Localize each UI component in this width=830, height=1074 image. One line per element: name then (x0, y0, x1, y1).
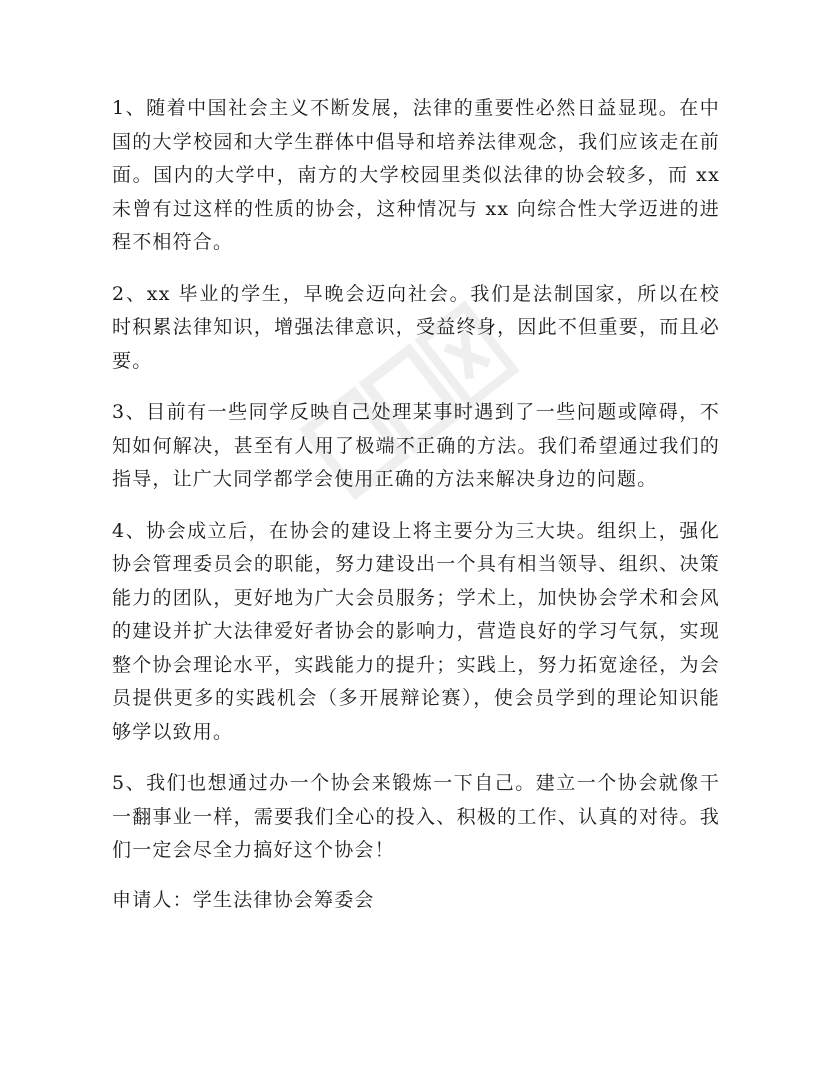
paragraph-5: 5、我们也想通过办一个协会来锻炼一下自己。建立一个协会就像干一翻事业一样，需要我们全心的投入、积极的工作、认真的对待。我们一定会尽全力搞好这个协会！ (112, 772, 720, 861)
paragraph-4: 4、协会成立后，在协会的建设上将主要分为三大块。组织上，强化协会管理委员会的职能，努力建设出一个具有相当领导、组织、决策能力的团队，更好地为广大会员服务；学术上，加快协会学术和会风的建设并扩大法律爱好者协会的影响力，营造良好的学习气氛，实现整个协会理论水平，实践能力的提升；实践上，努力拓宽途径，为会员提供更多的实践机会（多开展辩论赛），使会员学到的理论知识能够学以致用。 (112, 519, 720, 743)
signature-line: 申请人：学生法律协会筹委会 (112, 888, 375, 911)
paragraph-1: 1、随着中国社会主义不断发展，法律的重要性必然日益显现。在中国的大学校园和大学生群体中倡导和培养法律观念，我们应该走在前面。国内的大学中，南方的大学校园里类似法律的协会较多，而 xx 未曾有过这样的性质的协会，这种情况与 xx 向综合性大学迈进的进程不相符合。 (112, 97, 720, 253)
paragraph-2: 2、xx 毕业的学生，早晚会迈向社会。我们是法制国家，所以在校时积累法律知识，增强法律意识，受益终身，因此不但重要，而且必要。 (112, 282, 720, 372)
paragraph-3: 3、目前有一些同学反映自己处理某事时遇到了一些问题或障碍，不知如何解决，甚至有人用了极端不正确的方法。我们希望通过我们的指导，让广大同学都学会使用正确的方法来解决身边的问题。 (112, 401, 720, 490)
